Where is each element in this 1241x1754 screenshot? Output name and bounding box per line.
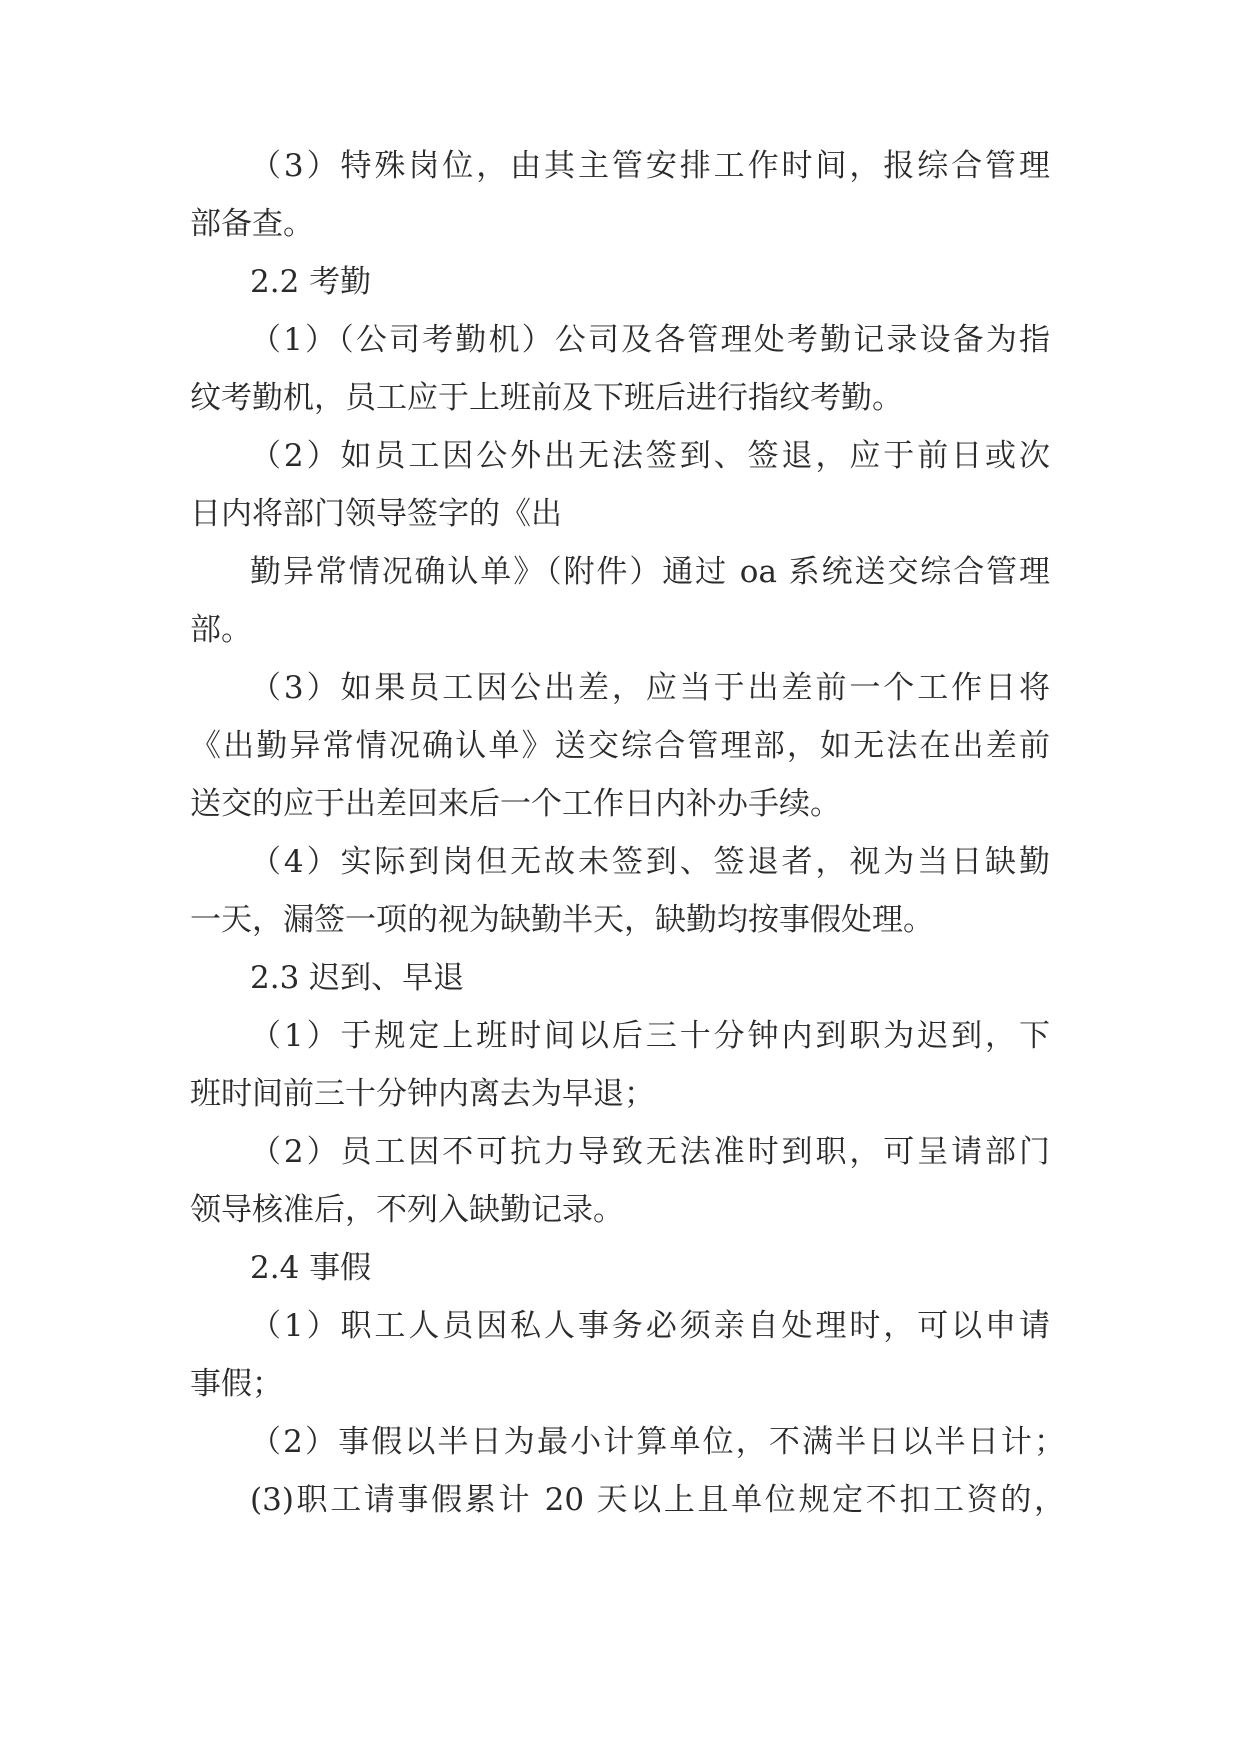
- text-line: 《出勤异常情况确认单》送交综合管理部，如无法在出差前: [190, 728, 1050, 764]
- text-line: 纹考勤机，员工应于上班前及下班后进行指纹考勤。: [190, 380, 903, 416]
- text-line: （2）员工因不可抗力导致无法准时到职，可呈请部门: [250, 1134, 1050, 1170]
- text-line: （2）事假以半日为最小计算单位，不满半日以半日计；: [250, 1424, 1065, 1460]
- text-line: 班时间前三十分钟内离去为早退；: [190, 1076, 655, 1112]
- text-line: （3）如果员工因公出差，应当于出差前一个工作日将: [250, 670, 1050, 706]
- section-heading: 2.3 迟到、早退: [250, 960, 465, 996]
- text-line: 领导核准后，不列入缺勤记录。: [190, 1192, 624, 1228]
- text-line: 勤异常情况确认单》（附件）通过 oa 系统送交综合管理: [250, 554, 1050, 590]
- text-line: 一天，漏签一项的视为缺勤半天，缺勤均按事假处理。: [190, 902, 934, 938]
- text-line: 事假；: [190, 1366, 283, 1402]
- text-line: （1）于规定上班时间以后三十分钟内到职为迟到，下: [250, 1018, 1050, 1054]
- text-line: （3）特殊岗位，由其主管安排工作时间，报综合管理: [250, 148, 1050, 184]
- text-line: （1）职工人员因私人事务必须亲自处理时，可以申请: [250, 1308, 1050, 1344]
- text-line: （1）（公司考勤机）公司及各管理处考勤记录设备为指: [250, 322, 1050, 358]
- section-heading: 2.2 考勤: [250, 264, 372, 300]
- text-line: (3)职工请事假累计 20 天以上且单位规定不扣工资的，: [250, 1482, 1065, 1518]
- text-line: 送交的应于出差回来后一个工作日内补办手续。: [190, 786, 841, 822]
- text-line: 部。: [190, 612, 252, 648]
- text-line: 部备查。: [190, 206, 314, 242]
- text-line: （4）实际到岗但无故未签到、签退者，视为当日缺勤: [250, 844, 1050, 880]
- text-line: 日内将部门领导签字的《出: [190, 496, 562, 532]
- text-line: （2）如员工因公外出无法签到、签退，应于前日或次: [250, 438, 1050, 474]
- section-heading: 2.4 事假: [250, 1250, 372, 1286]
